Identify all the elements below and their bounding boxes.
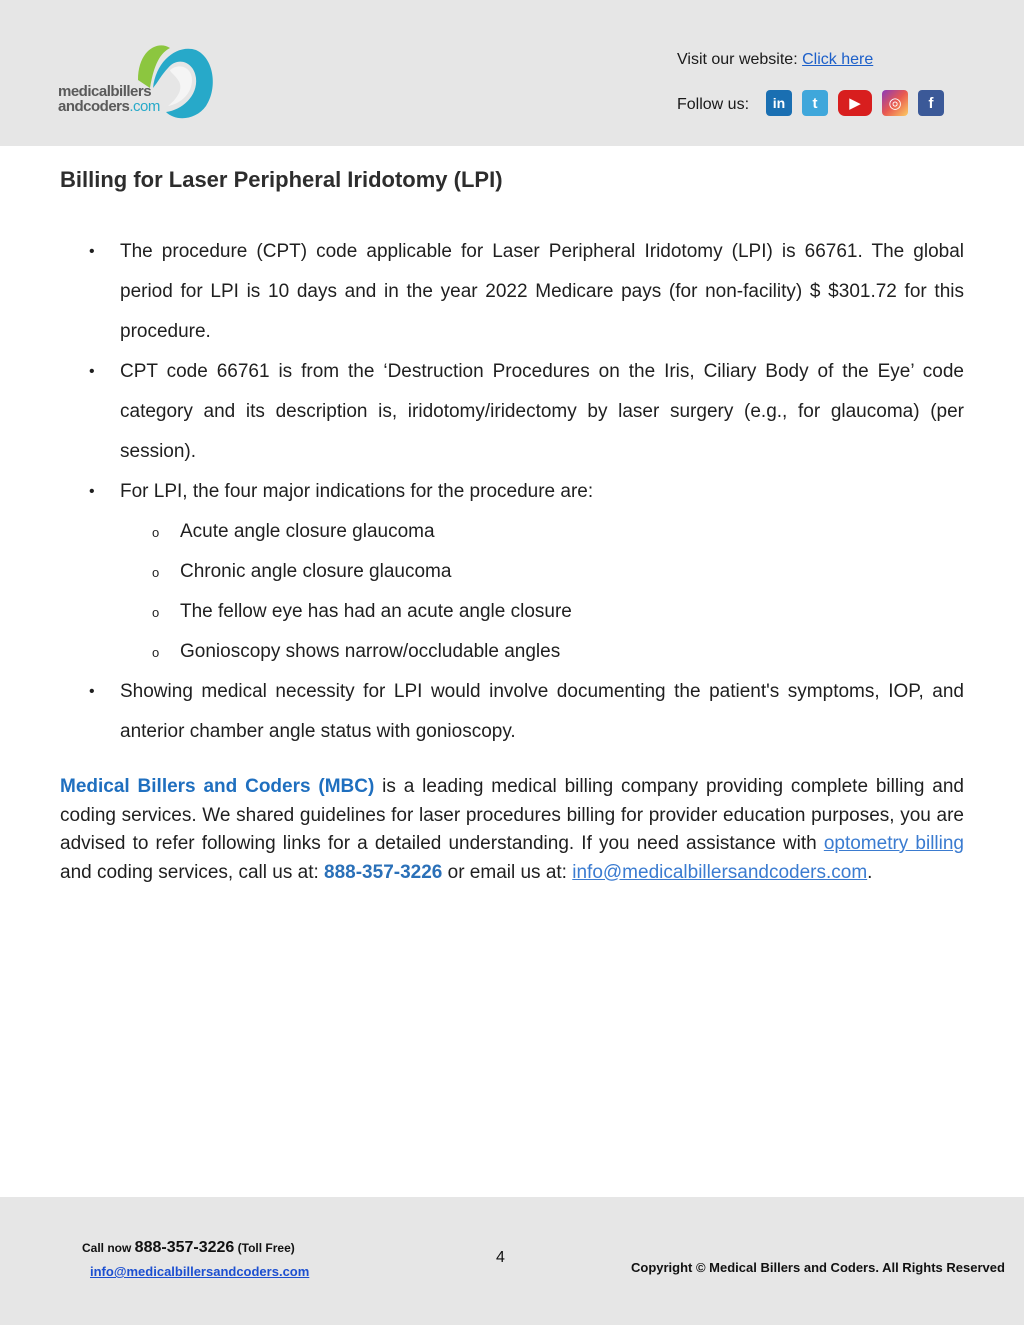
bullet-list bbox=[60, 232, 964, 752]
page-title: Billing for Laser Peripheral Iridotomy (LPI) bbox=[60, 167, 503, 192]
logo-line1: medicalbillers bbox=[58, 83, 152, 100]
company-paragraph bbox=[60, 773, 964, 887]
sub-list-item bbox=[60, 592, 964, 632]
page-number: 4 bbox=[496, 1249, 505, 1266]
logo-wordmark bbox=[58, 84, 160, 114]
sub-list-item-text: The fellow eye has had an acute angle closure bbox=[180, 601, 572, 622]
youtube-icon[interactable]: ▶ bbox=[838, 90, 872, 116]
instagram-icon[interactable]: ◎ bbox=[882, 90, 908, 116]
sub-list-item-text: Gonioscopy shows narrow/occludable angles bbox=[180, 641, 561, 662]
circle-bullet-icon: o bbox=[152, 565, 160, 580]
visit-website bbox=[677, 51, 873, 69]
para-end: . bbox=[867, 861, 873, 883]
follow-label: Follow us: bbox=[677, 96, 750, 113]
para-text-1: is a leading medical billing company providing complete billing and coding services. We shared guidelines for laser procedures billing for provider education purposes, you are advised to refer following links for a detailed understanding. If you need assistance with bbox=[60, 776, 964, 854]
bullet-icon: • bbox=[89, 243, 95, 260]
email-link[interactable]: info@medicalbillersandcoders.com bbox=[572, 861, 868, 883]
logo-suffix: .com bbox=[129, 98, 160, 115]
sub-list-item-text: Acute angle closure glaucoma bbox=[180, 521, 435, 542]
call-now bbox=[82, 1239, 295, 1257]
footer-email-link[interactable]: info@medicalbillersandcoders.com bbox=[90, 1264, 310, 1279]
para-text-2: and coding services, call us at: bbox=[60, 861, 325, 883]
bullet-icon: • bbox=[89, 483, 95, 500]
list-item bbox=[60, 672, 964, 752]
visit-label: Visit our website: bbox=[677, 51, 803, 68]
para-text-3: or email us at: bbox=[442, 861, 573, 883]
bullet-icon: • bbox=[89, 683, 95, 700]
twitter-icon[interactable]: t bbox=[802, 90, 828, 116]
linkedin-icon[interactable]: in bbox=[766, 90, 792, 116]
list-item-text: CPT code 66761 is from the ‘Destruction Procedures on the Iris, Ciliary Body of the Eye’ code category and its description is, iridotomy/iridectomy by laser surgery (e.g., for glaucoma) (per session). bbox=[120, 361, 964, 462]
sub-list-item-text: Chronic angle closure glaucoma bbox=[180, 561, 452, 582]
page-header bbox=[0, 0, 1024, 146]
company-logo[interactable] bbox=[58, 40, 218, 122]
footer-phone: 888-357-3226 bbox=[134, 1239, 235, 1256]
circle-bullet-icon: o bbox=[152, 605, 160, 620]
page-footer bbox=[0, 1197, 1024, 1325]
optometry-billing-link[interactable]: optometry billing bbox=[823, 833, 964, 854]
sub-list-item bbox=[60, 552, 964, 592]
facebook-icon[interactable]: f bbox=[918, 90, 944, 116]
phone-number: 888-357-3226 bbox=[324, 861, 443, 883]
social-links bbox=[766, 90, 944, 116]
circle-bullet-icon: o bbox=[152, 645, 160, 660]
list-item-text: The procedure (CPT) code applicable for Laser Peripheral Iridotomy (LPI) is 66761. The global period for LPI is 10 days and in the year 2022 Medicare pays (for non-facility) $ $301.72 for this procedure. bbox=[120, 241, 964, 342]
copyright-text: Copyright © Medical Billers and Coders. All Rights Reserved bbox=[631, 1260, 1005, 1275]
list-item-text: Showing medical necessity for LPI would involve documenting the patient's symptoms, IOP, and anterior chamber angle status with gonioscopy. bbox=[120, 681, 964, 742]
logo-line2: andcoders bbox=[58, 98, 130, 115]
click-here-link[interactable]: Click here bbox=[802, 51, 874, 68]
list-item bbox=[60, 232, 964, 352]
toll-free-label: (Toll Free) bbox=[234, 1241, 295, 1255]
list-item bbox=[60, 472, 964, 512]
bullet-icon: • bbox=[89, 363, 95, 380]
list-item-text: For LPI, the four major indications for the procedure are: bbox=[120, 481, 594, 502]
mbc-name: Medical Billers and Coders (MBC) bbox=[60, 776, 375, 797]
sub-list-item bbox=[60, 632, 964, 672]
sub-list-item bbox=[60, 512, 964, 552]
list-item bbox=[60, 352, 964, 472]
circle-bullet-icon: o bbox=[152, 525, 160, 540]
call-now-label: Call now bbox=[82, 1241, 135, 1255]
